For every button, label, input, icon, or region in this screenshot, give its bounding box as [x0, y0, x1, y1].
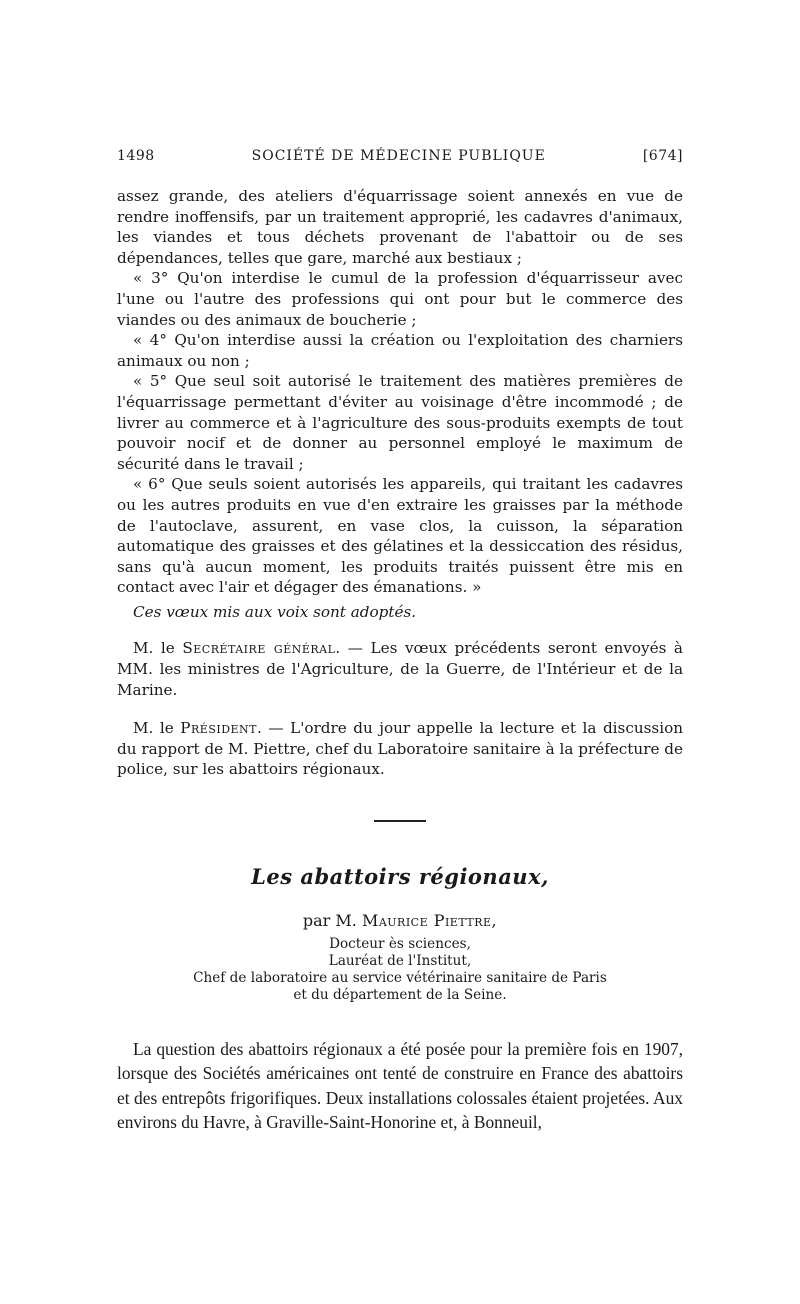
byline-prefix: par M.: [302, 910, 362, 930]
article-title: Les abattoirs régionaux,: [251, 863, 549, 889]
credential-line: Chef de laboratoire au service vétérinaire sanitaire de Paris: [193, 969, 607, 986]
credential-line: Lauréat de l'Institut,: [328, 952, 472, 969]
section-divider: [374, 820, 426, 822]
article-byline: [117, 911, 683, 930]
author-name: Maurice Piettre,: [361, 910, 498, 930]
resolution-5: « 5° Que seul soit autorisé le traitement des matières premières de l'équarrissage permettant d'éviter au voisinage d'être incommodé ; de livrer au commerce et à l'agriculture des sous-produits exempts de tout pouvoir nocif et de donner au personnel employé le maximum de sécurité dans le travail ;: [117, 372, 683, 473]
author-credentials: [117, 936, 683, 1004]
paragraph-continuation: assez grande, des ateliers d'équarrissage soient annexés en vue de rendre inoffensifs, par un traitement approprié, les cadavres d'animaux, les viandes et tous déchets provenant de l'abattoir ou de ses dépendances, telles que gare, marché aux bestiaux ;: [117, 187, 683, 267]
secretary-statement: [117, 638, 683, 700]
page-header: [117, 148, 683, 164]
vote-note: Ces vœux mis aux voix sont adoptés.: [133, 602, 417, 621]
running-title: SOCIÉTÉ DE MÉDECINE PUBLIQUE: [251, 148, 546, 164]
document-page: [117, 148, 683, 1152]
credential-line: et du département de la Seine.: [293, 986, 507, 1003]
resolution-6: « 6° Que seuls soient autorisés les appareils, qui traitant les cadavres ou les autres produits en vue d'en extraire les graisses par la méthode de l'autoclave, assurent, en vase clos, la cuisson, la séparation automatique des graisses et des gélatines et la dessiccation des résidus, sans qu'à aucun moment, les produits traités puissent être mis en contact avec l'air et dégager des émanations. »: [117, 475, 683, 597]
resolution-3: « 3° Qu'on interdise le cumul de la profession d'équarrisseur avec l'une ou l'autre des professions qui ont pour but le commerce des viandes ou des animaux de boucherie ;: [117, 269, 683, 329]
resolution-4: « 4° Qu'on interdise aussi la création ou l'exploitation des charniers animaux ou non ;: [117, 331, 683, 370]
secretary-role: Secrétaire général: [182, 639, 336, 658]
resolutions-section: [117, 186, 683, 780]
article-lead-paragraph: La question des abattoirs régionaux a été posée pour la première fois en 1907, lorsque des Sociétés américaines ont tenté de construire en France des abattoirs et des entrepôts frigorifiques. Deux installations colossales étaient projetées. Aux environs du Havre, à Graville-Saint-Honorine et, à Bonneuil,: [117, 1038, 683, 1133]
bracket-page-number: [674]: [642, 148, 683, 164]
credential-line: Docteur ès sciences,: [329, 935, 471, 952]
president-prefix: M. le: [133, 719, 181, 738]
page-number: 1498: [117, 148, 155, 164]
president-text: . — L'ordre du jour appelle la lecture et la discussion du rapport de M. Piettre, chef du Laboratoire sanitaire à la préfecture de police, sur les abattoirs régionaux.: [117, 719, 683, 779]
president-statement: [117, 718, 683, 780]
president-role: Président: [180, 719, 258, 738]
secretary-prefix: M. le: [133, 639, 183, 658]
secretary-text: . — Les vœux précédents seront envoyés à MM. les ministres de l'Agriculture, de la Guerre, de l'Intérieur et de la Marine.: [117, 639, 683, 699]
